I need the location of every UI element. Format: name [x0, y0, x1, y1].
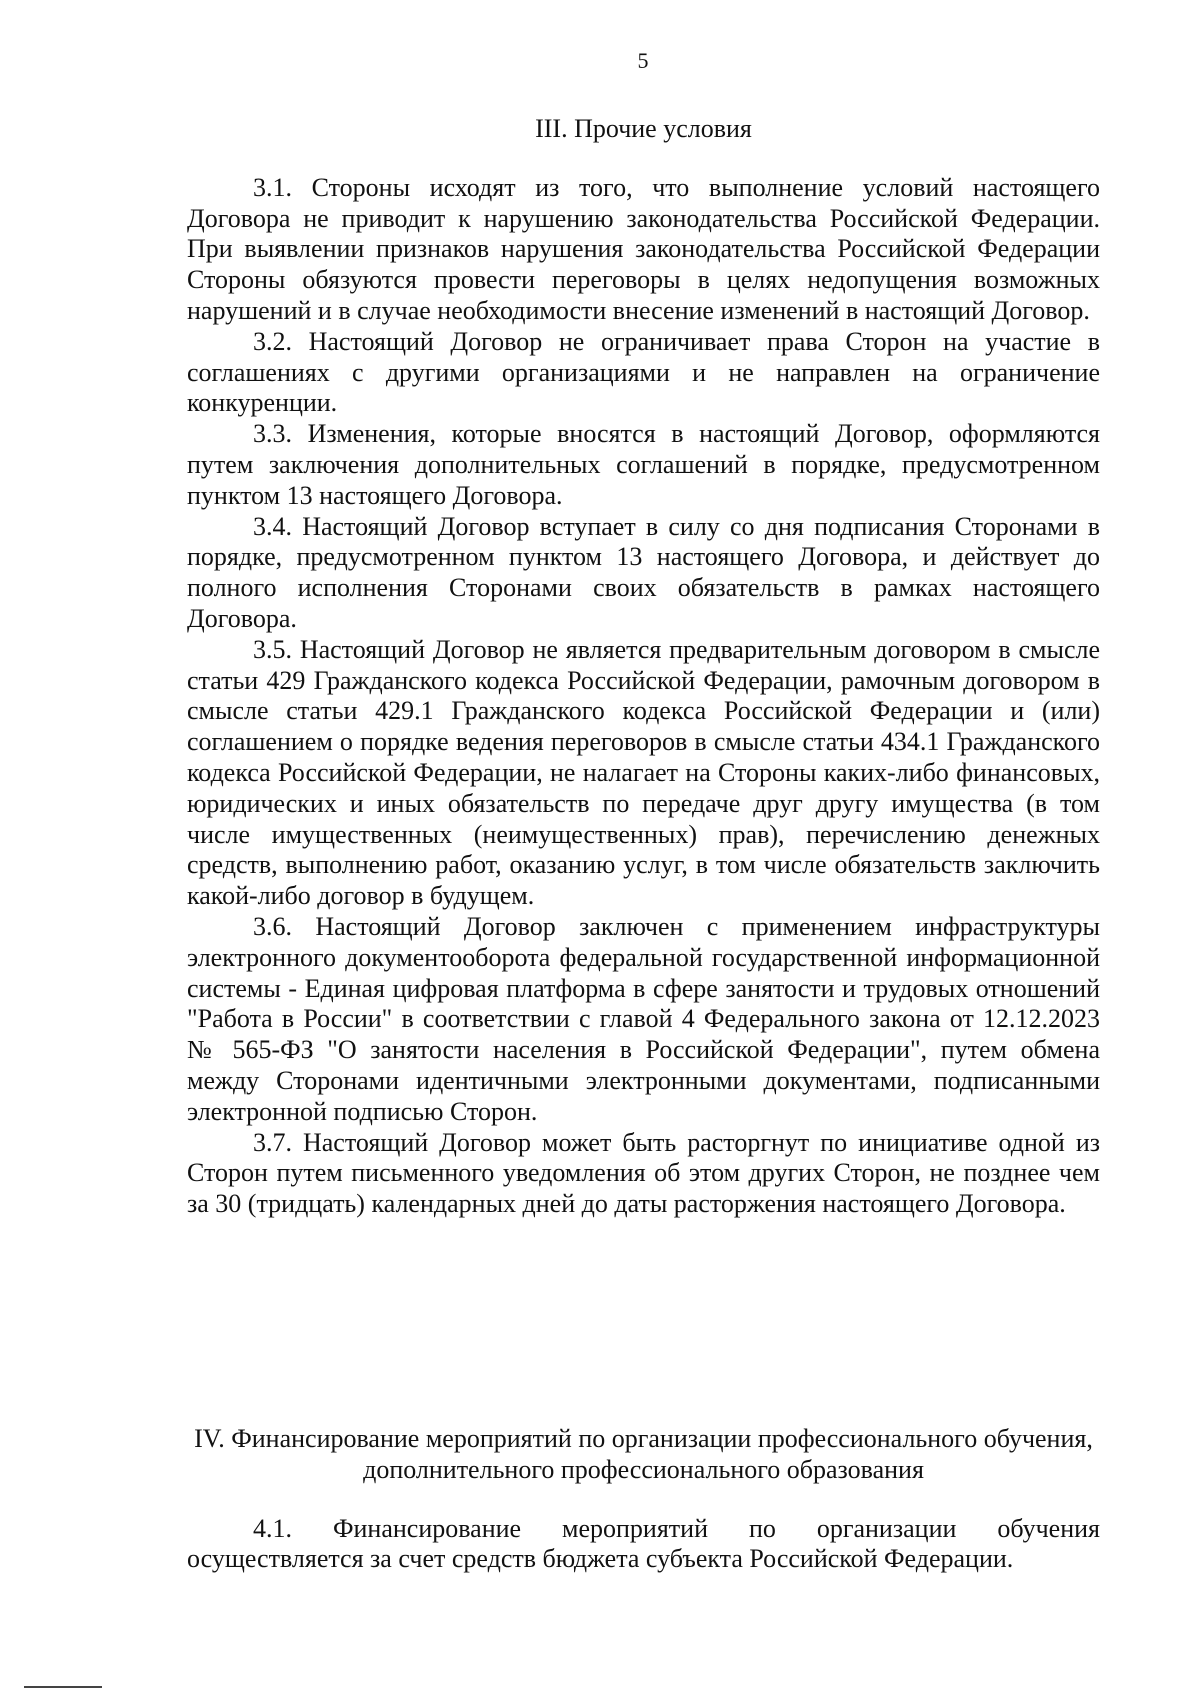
section-3-title: III. Прочие условия: [535, 114, 752, 143]
section-3: [187, 114, 1100, 1220]
clause-3-5: 3.5. Настоящий Договор не является предварительным договором в смысле статьи 429 Гражданского кодекса Российской Федерации, рамочным договором в смысле статьи 429.1 Гражданского кодекса Российской Федерации и (или) соглашением о порядке ведения переговоров в смысле статьи 434.1 Гражданского кодекса Российской Федерации, не налагает на Стороны каких-либо финансовых, юридических и иных обязательств по передаче друг другу имущества (в том числе имущественных (неимущественных) прав), перечислению денежных средств, выполнению работ, оказанию услуг, в том числе обязательств заключить какой-либо договор в будущем.: [187, 634, 1100, 911]
section-4: [187, 1424, 1100, 1575]
clause-4-1: 4.1. Финансирование мероприятий по организации обучения осуществляется за счет средств бюджета субъекта Российской Федерации.: [187, 1513, 1100, 1574]
clause-3-1: 3.1. Стороны исходят из того, что выполнение условий настоящего Договора не приводит к нарушению законодательства Российской Федерации. При выявлении признаков нарушения законодательства Российской Федерации Стороны обязуются провести переговоры в целях недопущения возможных нарушений и в случае необходимости внесение изменений в настоящий Договор.: [187, 172, 1100, 325]
page-number: 5: [637, 48, 649, 73]
scan-edge-mark: [24, 1686, 102, 1688]
clause-3-4: 3.4. Настоящий Договор вступает в силу со дня подписания Сторонами в порядке, предусмотренном пунктом 13 настоящего Договора, и действует до полного исполнения Сторонами своих обязательств в рамках настоящего Договора.: [187, 511, 1100, 633]
clause-3-6: 3.6. Настоящий Договор заключен с применением инфраструктуры электронного документооборота федеральной государственной информационной системы - Единая цифровая платформа в сфере занятости и трудовых отношений "Работа в России" в соответствии с главой 4 Федерального закона от 12.12.2023 № 565-ФЗ "О занятости населения в Российской Федерации", путем обмена между Сторонами идентичными электронными документами, подписанными электронной подписью Сторон.: [187, 911, 1100, 1126]
clause-3-3: 3.3. Изменения, которые вносятся в настоящий Договор, оформляются путем заключения дополнительных соглашений в порядке, предусмотренном пунктом 13 настоящего Договора.: [187, 419, 1100, 510]
clause-3-2: 3.2. Настоящий Договор не ограничивает права Сторон на участие в соглашениях с другими организациями и не направлен на ограничение конкуренции.: [187, 326, 1100, 418]
clause-3-7: 3.7. Настоящий Договор может быть расторгнут по инициативе одной из Сторон путем письменного уведомления об этом других Сторон, не позднее чем за 30 (тридцать) календарных дней до даты расторжения настоящего Договора.: [187, 1127, 1100, 1219]
section-4-title: IV. Финансирование мероприятий по организации профессионального обучения, дополнительного профессионального образования: [194, 1424, 1093, 1484]
